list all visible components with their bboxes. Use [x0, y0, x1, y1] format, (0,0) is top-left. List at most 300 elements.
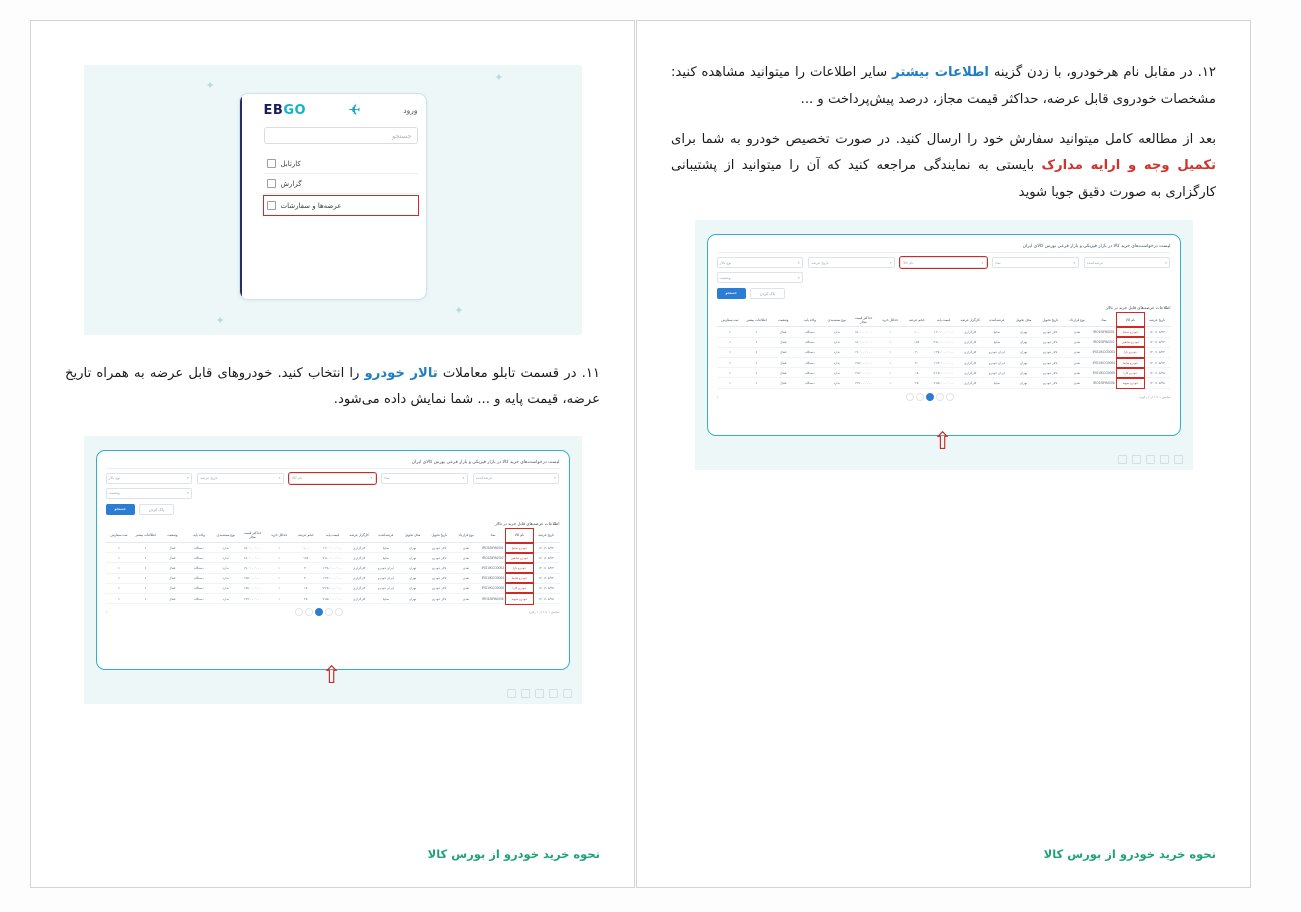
filter-label: وضعیت [108, 491, 120, 496]
cell-delivery-date: تالار خودرو [426, 553, 453, 563]
place-order-button[interactable]: • [717, 358, 744, 368]
cell-base-price: ۷٬۲۵۰٬۰۰۰٬۰۰۰ [319, 583, 346, 593]
pager-summary-2: نمایش ۱ تا ۶ از ۶ رکورد [1139, 394, 1171, 399]
col-packaging-1[interactable]: نوع بسته‌بندی [212, 529, 239, 543]
cell-symbol: IRO1IKCO0005 [479, 583, 506, 593]
cell-supplier: سایپا [984, 378, 1011, 388]
paragraph-11 [65, 361, 600, 414]
cell-goods-name: خودرو کارا [1117, 368, 1144, 378]
filter-row-2a [717, 257, 1171, 268]
cell-delivery-place: تهران [1010, 378, 1037, 388]
col-min-buy-2[interactable]: حداقل خرید [877, 313, 904, 327]
cell-volume: ۱۵ [292, 583, 319, 593]
page-button-2[interactable] [325, 608, 333, 616]
cell-goods-name: خودرو شاهین [506, 553, 533, 563]
chevron-down-icon: ▼ [980, 260, 984, 265]
cell-supplier: سایپا [373, 593, 400, 603]
table-row[interactable] [717, 358, 1171, 368]
cell-broker: کارگزاری [346, 583, 373, 593]
search-button-2[interactable]: جستجو [717, 288, 746, 299]
cell-broker: کارگزاری [957, 347, 984, 357]
offers-table-1 [106, 529, 560, 604]
col-place-order-1[interactable]: ثبت سفارش [106, 529, 133, 543]
more-info-button[interactable]: • [132, 573, 159, 583]
chevron-down-icon: ▼ [186, 491, 190, 496]
cell-contract-type: نقدی [453, 583, 480, 593]
cell-volume: ۱۵ [903, 368, 930, 378]
document-page-2 [636, 20, 1251, 888]
page-button-4[interactable] [305, 608, 313, 616]
rows-per-page-select-2[interactable]: ۱۰ [716, 394, 720, 399]
cell-volume: ۲۵ [292, 593, 319, 603]
filter-label: عرضه‌کننده [1086, 260, 1104, 265]
cell-delivery-place: تهران [399, 593, 426, 603]
filter-status-2[interactable] [717, 272, 804, 283]
chart-icon [267, 179, 276, 188]
col-min-buy-1[interactable]: حداقل خرید [266, 529, 293, 543]
more-info-button[interactable]: • [743, 378, 770, 388]
arrow-up-icon-1: ⇧ [321, 661, 342, 689]
cell-contract-type: نقدی [1064, 378, 1091, 388]
place-order-button[interactable]: • [106, 593, 133, 603]
page-button-1[interactable] [335, 608, 343, 616]
filter-label: نماد [383, 476, 390, 481]
page-button-2[interactable] [936, 393, 944, 401]
table-row[interactable] [106, 593, 560, 603]
cell-volume: ۴۰ [903, 358, 930, 368]
taskbar-icon-4 [549, 689, 558, 698]
cell-symbol: IRO1SIPA0001 [1090, 327, 1117, 337]
brand-eb: EB [263, 102, 284, 118]
page-button-5[interactable] [906, 393, 914, 401]
cell-status: فعال [770, 378, 797, 388]
chevron-down-icon: ▼ [797, 260, 801, 265]
more-info-button[interactable]: • [743, 358, 770, 368]
cell-unit: دستگاه [797, 368, 824, 378]
filter-supplier-2[interactable] [1084, 257, 1171, 268]
cell-base-price: ۱٬۷۳۰٬۰۰۰٬۰۰۰ [319, 573, 346, 583]
cart-icon [267, 201, 276, 210]
cell-status: فعال [159, 543, 186, 553]
cell-delivery-place: تهران [399, 573, 426, 583]
app-window-2 [707, 234, 1181, 436]
cell-max-price: ۱۸۰٬۰۰۰٬۰۰۰ [239, 553, 266, 563]
page-bubbles-1 [295, 608, 343, 616]
paper-plane-icon: ✈ [348, 102, 361, 119]
col-contract-type-1[interactable]: نوع قرارداد [453, 529, 480, 543]
cell-delivery-place: تهران [399, 543, 426, 553]
cell-delivery-date: تالار خودرو [1037, 347, 1064, 357]
figure-offers-table-1 [84, 436, 582, 704]
cell-delivery-date: تالار خودرو [1037, 327, 1064, 337]
cell-min-buy: ۱ [266, 593, 293, 603]
cell-packaging: ندارد [823, 347, 850, 357]
menu-item-offers-and-orders[interactable] [264, 196, 418, 215]
cell-delivery-date: تالار خودرو [1037, 337, 1064, 347]
page-bubbles-2 [906, 393, 954, 401]
cell-packaging: ندارد [212, 593, 239, 603]
cell-unit: دستگاه [797, 378, 824, 388]
paragraph-12b-highlight: تکمیل وجه و ارایه مدارک [1041, 158, 1216, 174]
paragraph-12-text-a: ۱۲. در مقابل نام هرخودرو، با زدن گزینه [988, 65, 1216, 81]
cell-broker: کارگزاری [346, 553, 373, 563]
cell-unit: دستگاه [797, 347, 824, 357]
col-delivery-date-2[interactable]: تاریخ تحویل [1037, 313, 1064, 327]
col-delivery-place-2[interactable]: محل تحویل [1010, 313, 1037, 327]
taskbar-icon-4 [1160, 455, 1169, 464]
cell-unit: دستگاه [186, 563, 213, 573]
cell-base-price: ۹٬۵۰۰٬۰۰۰٬۰۰۰ [930, 337, 957, 347]
menu-item-label: کارتابل [280, 159, 301, 168]
menu-item-report[interactable] [264, 174, 418, 194]
cell-min-buy: ۱ [266, 573, 293, 583]
cell-volume: ۱۰۰ [292, 543, 319, 553]
cell-packaging: ندارد [212, 553, 239, 563]
more-info-button[interactable]: • [132, 593, 159, 603]
taskbar-icon-5 [563, 689, 572, 698]
cell-symbol: IRO1SIPA0002 [1090, 337, 1117, 347]
paragraph-12b-text-b: بایستی به نمایندگی مراجعه کنید که آن را میتوانید از پشتیبانی کارگزاری به صورت دقیق جویا شوید [671, 158, 1216, 200]
cell-unit: دستگاه [186, 553, 213, 563]
cell-broker: کارگزاری [346, 563, 373, 573]
taskbar-1 [507, 689, 572, 698]
cell-broker: کارگزاری [346, 573, 373, 583]
document-page-1 [30, 20, 635, 888]
cell-symbol: IRO1IKCO0004 [479, 573, 506, 583]
filter-symbol-1[interactable] [381, 473, 468, 484]
cell-base-price: ۱٬۳۸۰٬۰۰۰٬۰۰۰ [319, 563, 346, 573]
col-symbol-2[interactable]: نماد [1090, 313, 1117, 327]
cell-symbol: IRO1SIPA0001 [479, 543, 506, 553]
cell-max-price: ۱۹۹٬۰۰۰٬۰۰۰ [239, 593, 266, 603]
cell-unit: دستگاه [797, 327, 824, 337]
cell-base-price: ۱٬۳۸۰٬۰۰۰٬۰۰۰ [930, 347, 957, 357]
paragraph-11-highlight: تالار خودرو [364, 366, 438, 381]
col-delivery-place-1[interactable]: محل تحویل [399, 529, 426, 543]
table-row[interactable] [717, 368, 1171, 378]
filter-row-2b [717, 272, 1171, 283]
place-order-button[interactable]: • [106, 573, 133, 583]
place-order-button[interactable]: • [106, 583, 133, 593]
place-order-button[interactable]: • [717, 347, 744, 357]
taskbar-icon-3 [535, 689, 544, 698]
chevron-down-icon: ▼ [1164, 260, 1168, 265]
cell-min-buy: ۱ [266, 563, 293, 573]
table-row[interactable] [106, 573, 560, 583]
cell-broker: کارگزاری [957, 337, 984, 347]
cell-broker: کارگزاری [346, 543, 373, 553]
rows-per-page-select-1[interactable]: ۱۰ [105, 610, 109, 615]
place-order-button[interactable]: • [717, 337, 744, 347]
more-info-button[interactable]: • [743, 347, 770, 357]
login-link[interactable]: ورود [403, 105, 418, 115]
col-packaging-2[interactable]: نوع بسته‌بندی [823, 313, 850, 327]
table-row[interactable] [717, 378, 1171, 388]
filter-hall-type-1[interactable] [106, 473, 193, 484]
brand-go: GO [283, 102, 307, 118]
cell-goods-name: خودرو سایپا [506, 543, 533, 553]
col-volume-1[interactable]: حجم عرضه [292, 529, 319, 543]
more-info-button[interactable]: • [132, 543, 159, 553]
col-broker-1[interactable]: کارگزار عرضه [346, 529, 373, 543]
col-contract-type-2[interactable]: نوع قرارداد [1064, 313, 1091, 327]
table-row[interactable] [717, 347, 1171, 357]
cell-contract-type: نقدی [453, 553, 480, 563]
cell-offer-date: ۱۴۰۱/۰۵/۲۵ [533, 583, 560, 593]
cell-status: فعال [159, 583, 186, 593]
col-unit-1[interactable]: واحد پایه [186, 529, 213, 543]
cell-max-price: ۱۵۰٬۰۰۰٬۰۰۰ [850, 327, 877, 337]
col-delivery-date-1[interactable]: تاریخ تحویل [426, 529, 453, 543]
cell-contract-type: نقدی [453, 593, 480, 603]
page-button-4[interactable] [916, 393, 924, 401]
paragraph-12 [671, 60, 1216, 113]
app-window-1 [96, 450, 570, 670]
table-row[interactable] [717, 327, 1171, 337]
cell-goods-name: خودرو سایپا [1117, 327, 1144, 337]
place-order-button[interactable]: • [106, 563, 133, 573]
cell-broker: کارگزاری [957, 327, 984, 337]
col-more-info-2[interactable]: اطلاعات بیشتر [743, 313, 770, 327]
app-header-text-1: لیست درخواست‌های خرید کالا در بازار فیزیکی و بازار فرعی بورس کالای ایران [106, 459, 560, 469]
cell-base-price: ۷٬۵۵۰٬۰۰۰٬۰۰۰ [930, 378, 957, 388]
cell-contract-type: نقدی [453, 563, 480, 573]
col-supplier-2[interactable]: عرضه‌کننده [984, 313, 1011, 327]
filter-offer-date-2[interactable] [808, 257, 895, 268]
pagination-1 [106, 608, 560, 616]
cell-volume: ۱۰۰ [903, 327, 930, 337]
cell-delivery-date: تالار خودرو [1037, 358, 1064, 368]
cell-contract-type: نقدی [1064, 368, 1091, 378]
place-order-button[interactable]: • [717, 368, 744, 378]
more-info-button[interactable]: • [132, 553, 159, 563]
cell-delivery-date: تالار خودرو [426, 543, 453, 553]
cell-unit: دستگاه [797, 358, 824, 368]
filter-goods-name-2[interactable] [900, 257, 987, 268]
cell-offer-date: ۱۴۰۱/۰۵/۲۴ [1144, 347, 1171, 357]
page-footer-title-2: نحوه خرید خودرو از بورس کالا [1043, 847, 1216, 861]
col-base-price-1[interactable]: قیمت پایه [319, 529, 346, 543]
cell-delivery-date: تالار خودرو [426, 573, 453, 583]
cell-status: فعال [770, 337, 797, 347]
more-info-button[interactable]: • [743, 368, 770, 378]
cell-packaging: ندارد [212, 563, 239, 573]
cell-goods-name: خودرو سهند [1117, 378, 1144, 388]
menu-item-label: گزارش [280, 179, 302, 188]
cell-supplier: سایپا [373, 553, 400, 563]
filter-goods-name-1[interactable] [289, 473, 376, 484]
cell-packaging: ندارد [212, 573, 239, 583]
col-offer-date-1[interactable]: تاریخ عرضه [533, 529, 560, 543]
brand-logo [264, 103, 307, 118]
place-order-button[interactable]: • [106, 553, 133, 563]
cell-delivery-place: تهران [1010, 358, 1037, 368]
cell-min-buy: ۱ [266, 543, 293, 553]
cell-packaging: ندارد [823, 368, 850, 378]
cell-delivery-date: تالار خودرو [1037, 378, 1064, 388]
table-row[interactable] [106, 563, 560, 573]
cell-symbol: IRO1SIPA0006 [1090, 378, 1117, 388]
cell-supplier: سایپا [984, 327, 1011, 337]
col-base-price-2[interactable]: قیمت پایه [930, 313, 957, 327]
cell-packaging: ندارد [823, 358, 850, 368]
filter-label: نام کالا [292, 476, 303, 481]
col-supplier-1[interactable]: عرضه‌کننده [373, 529, 400, 543]
cell-delivery-place: تهران [1010, 327, 1037, 337]
cell-delivery-date: تالار خودرو [426, 563, 453, 573]
pagination-2 [717, 393, 1171, 401]
cell-status: فعال [770, 327, 797, 337]
chevron-down-icon: ▼ [889, 260, 893, 265]
figure-login-panel [84, 65, 582, 335]
cell-base-price: ۱٬۷۳۰٬۰۰۰٬۰۰۰ [930, 358, 957, 368]
more-info-button[interactable]: • [743, 337, 770, 347]
folder-icon [267, 159, 276, 168]
cell-offer-date: ۱۴۰۱/۰۵/۲۳ [533, 543, 560, 553]
page-button-3-active[interactable] [315, 608, 323, 616]
paragraph-12-highlight: اطلاعات بیشتر [892, 65, 989, 81]
chevron-down-icon: ▼ [797, 275, 801, 280]
filter-supplier-1[interactable] [473, 473, 560, 484]
cell-min-buy: ۱ [877, 337, 904, 347]
cell-delivery-date: تالار خودرو [426, 583, 453, 593]
chevron-down-icon: ▼ [369, 476, 373, 481]
filter-symbol-2[interactable] [992, 257, 1079, 268]
paragraph-12b-text-a: بعد از مطالعه کامل میتوانید سفارش خود را ارسال کنید. در صورت تخصیص خودرو به شما برای [671, 132, 1216, 147]
col-more-info-1[interactable]: اطلاعات بیشتر [132, 529, 159, 543]
cell-base-price: ۷٬۵۵۰٬۰۰۰٬۰۰۰ [319, 593, 346, 603]
cell-max-price: ۱۹۵٬۰۰۰٬۰۰۰ [239, 573, 266, 583]
cell-min-buy: ۱ [877, 368, 904, 378]
cell-status: فعال [159, 553, 186, 563]
cell-base-price: ۱٬۲۰۰٬۰۰۰٬۰۰۰ [319, 543, 346, 553]
paragraph-11-text-b: را انتخاب کنید. خودروهای قابل عرضه به همراه تاریخ عرضه، قیمت پایه و ... شما نمایش داده می‌شود. [65, 366, 600, 408]
page-button-1[interactable] [946, 393, 954, 401]
login-content [256, 94, 426, 299]
filter-offer-date-1[interactable] [197, 473, 284, 484]
cell-packaging: ندارد [823, 327, 850, 337]
cell-packaging: ندارد [823, 378, 850, 388]
cell-base-price: ۷٬۲۵۰٬۰۰۰٬۰۰۰ [930, 368, 957, 378]
offers-table-2 [717, 313, 1171, 388]
cell-min-buy: ۱ [877, 347, 904, 357]
table-row[interactable] [106, 553, 560, 563]
taskbar-icon-5 [1174, 455, 1183, 464]
taskbar-icon-1 [1118, 455, 1127, 464]
place-order-button[interactable]: • [106, 543, 133, 553]
cell-volume: ۴۰ [292, 573, 319, 583]
col-offer-date-2[interactable]: تاریخ عرضه [1144, 313, 1171, 327]
cell-unit: دستگاه [186, 583, 213, 593]
more-info-button[interactable]: • [132, 583, 159, 593]
page-button-3-active[interactable] [926, 393, 934, 401]
col-goods-name-1[interactable]: نام کالا [506, 529, 533, 543]
place-order-button[interactable]: • [717, 378, 744, 388]
taskbar-icon-1 [507, 689, 516, 698]
cell-max-price: ۱۹۰٬۰۰۰٬۰۰۰ [850, 347, 877, 357]
cell-delivery-place: تهران [1010, 337, 1037, 347]
cell-supplier: سایپا [373, 543, 400, 553]
more-info-button[interactable]: • [743, 327, 770, 337]
cell-contract-type: نقدی [1064, 347, 1091, 357]
cell-supplier: ایران خودرو [984, 358, 1011, 368]
cell-supplier: ایران خودرو [373, 563, 400, 573]
arrow-up-icon-2: ⇧ [932, 428, 953, 456]
cell-volume: ۱۷۵ [292, 553, 319, 563]
cell-contract-type: نقدی [1064, 337, 1091, 347]
col-symbol-1[interactable]: نماد [479, 529, 506, 543]
filter-label: نماد [994, 260, 1001, 265]
cell-supplier: ایران خودرو [984, 368, 1011, 378]
cell-packaging: ندارد [823, 337, 850, 347]
col-broker-2[interactable]: کارگزار عرضه [957, 313, 984, 327]
cell-max-price: ۱۹۹٬۰۰۰٬۰۰۰ [850, 378, 877, 388]
more-info-button[interactable]: • [132, 563, 159, 573]
cell-max-price: ۱۹۸٬۰۰۰٬۰۰۰ [850, 368, 877, 378]
col-volume-2[interactable]: حجم عرضه [903, 313, 930, 327]
cell-delivery-place: تهران [399, 563, 426, 573]
clear-button-2[interactable]: پاک کردن [750, 288, 785, 299]
col-status-1[interactable]: وضعیت [159, 529, 186, 543]
col-max-price-2[interactable]: حداکثر قیمت مجاز [850, 313, 877, 327]
table-body-1 [106, 543, 560, 604]
cell-packaging: ندارد [212, 543, 239, 553]
cell-contract-type: نقدی [1064, 358, 1091, 368]
login-topbar [264, 101, 418, 119]
clear-button-1[interactable]: پاک کردن [139, 504, 174, 515]
filter-label: نام کالا [903, 260, 914, 265]
cell-min-buy: ۱ [877, 378, 904, 388]
cell-max-price: ۱۸۰٬۰۰۰٬۰۰۰ [850, 337, 877, 347]
action-buttons-1 [106, 504, 560, 515]
cell-offer-date: ۱۴۰۱/۰۵/۲۳ [533, 553, 560, 563]
place-order-button[interactable]: • [717, 327, 744, 337]
table-body-2 [717, 327, 1171, 388]
col-max-price-1[interactable]: حداکثر قیمت مجاز [239, 529, 266, 543]
cell-supplier: ایران خودرو [373, 583, 400, 593]
table-row[interactable] [106, 583, 560, 593]
cell-status: فعال [159, 573, 186, 583]
col-goods-name-2[interactable]: نام کالا [1117, 313, 1144, 327]
cell-symbol: IRO1SIPA0006 [479, 593, 506, 603]
col-status-2[interactable]: وضعیت [770, 313, 797, 327]
cell-delivery-date: تالار خودرو [426, 593, 453, 603]
filter-status-1[interactable] [106, 488, 193, 499]
col-place-order-2[interactable]: ثبت سفارش [717, 313, 744, 327]
page-button-5[interactable] [295, 608, 303, 616]
table-header-row-1 [106, 529, 560, 543]
cell-status: فعال [159, 563, 186, 573]
cell-status: فعال [770, 358, 797, 368]
table-row[interactable] [717, 337, 1171, 347]
filter-hall-type-2[interactable] [717, 257, 804, 268]
cell-min-buy: ۱ [877, 358, 904, 368]
cell-max-price: ۱۹۰٬۰۰۰٬۰۰۰ [239, 563, 266, 573]
chevron-down-icon: ▼ [1072, 260, 1076, 265]
cell-status: فعال [770, 347, 797, 357]
login-card [239, 93, 427, 300]
cell-symbol: IRO1IKCO0005 [1090, 368, 1117, 378]
table-row[interactable] [106, 543, 560, 553]
search-input[interactable]: جستجو [264, 127, 418, 144]
cell-goods-name: خودرو هایما [1117, 358, 1144, 368]
col-unit-2[interactable]: واحد پایه [797, 313, 824, 327]
cell-max-price: ۱۹۸٬۰۰۰٬۰۰۰ [239, 583, 266, 593]
cell-offer-date: ۱۴۰۱/۰۵/۲۴ [533, 563, 560, 573]
search-button-1[interactable]: جستجو [106, 504, 135, 515]
menu-item-cartable[interactable] [264, 154, 418, 174]
cell-base-price: ۹٬۵۰۰٬۰۰۰٬۰۰۰ [319, 553, 346, 563]
